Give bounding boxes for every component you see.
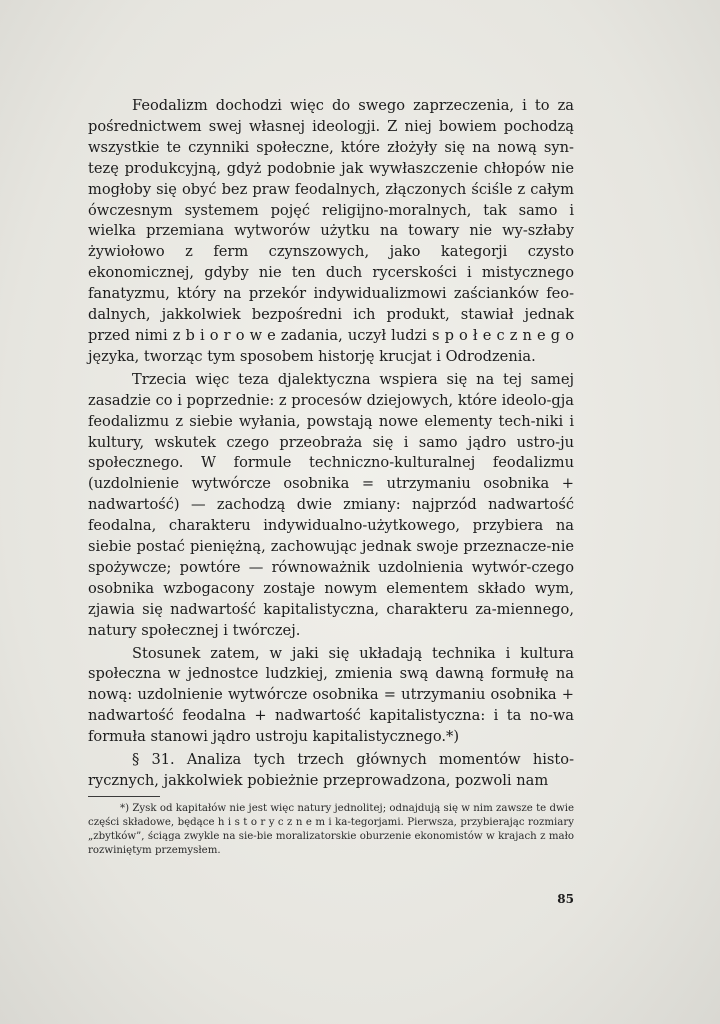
footnote: *) Zysk od kapitałów nie jest więc natury jednolitej; odnajdują się w nim zawsze te dwie części składowe, będące h i s t o r y c z n e m i ka-tegorjami. Pierwsza, przybierając rozmiary „zbytków”, ściąga zwykle na sie-bie moralizatorskie oburzenie ekonomistów w krajach z mało rozwiniętym przemysłem. bbox=[88, 803, 574, 856]
page-number: 85 bbox=[557, 892, 574, 906]
paragraph-new-formula: Stosunek zatem, w jaki się układają technika i kultura społeczna w jednostce ludzkiej, zmienia swą dawną formułę na nową: uzdolnienie wytwórcze osobnika = utrzymaniu osobnika + nadwartość feodalna + nadwartość kapitalistyczna: i ta no-wa formuła stanowi jądro ustroju kapitalistycznego.*) bbox=[88, 644, 574, 746]
paragraph-third-thesis: Trzecia więc teza djalektyczna wspiera się na tej samej zasadzie co i poprzednie: z procesów dziejowych, które ideolo-gja feodalizmu z siebie wyłania, powstają nowe elementy tech-niki i kultury, wskutek czego przeobraża się i samo jądro ustro-ju społecznego. W formule techniczno-kulturalnej feodalizmu (uzdolnienie wytwórcze osobnika = utrzymaniu osobnika + nadwartość) — zachodzą dwie zmiany: najprzód nadwartość feodalna, charakteru indywidualno-użytkowego, przybiera na siebie postać pieniężną, zachowując jednak swoje przeznacze-nie spożywcze; powtóre — równoważnik uzdolnienia wytwór-czego osobnika wzbogacony zostaje nowym elementem składo wym, zjawia się nadwartość kapitalistyczna, charakteru za-miennego, natury społecznej i twórczej. bbox=[88, 370, 574, 639]
paragraph-section-31: § 31. Analiza tych trzech głównych momentów histo-rycznych, jakkolwiek pobieżnie przeprowadzona, pozwoli nam bbox=[88, 751, 574, 789]
main-text bbox=[88, 96, 574, 792]
footnote-divider bbox=[88, 796, 160, 797]
paragraph-feudalism-negation: Feodalizm dochodzi więc do swego zaprzeczenia, i to za pośrednictwem swej własnej ideologji. Z niej bowiem pochodzą wszystkie te czynniki społeczne, które złożyły się na nową syn-tezę produkcyjną, gdyż podobnie jak wywłaszczenie chłopów nie mogłoby się obyć bez praw feodalnych, złączonych ściśle z całym ówczesnym systemem pojęć religijno-moralnych, tak samo i wielka przemiana wytworów użytku na towary nie wy-szłaby żywiołowo z ferm czynszowych, jako kategorji czysto ekonomicznej, gdyby nie ten duch rycerskości i mistycznego fanatyzmu, który na przekór indywidualizmowi zaścianków feo-dalnych, jakkolwiek bezpośredni ich produkt, stawiał jednak przed nimi z b i o r o w e zadania, uczył ludzi s p o ł e c z n e g o języka, tworząc tym sposobem historję krucjat i Odrodzenia. bbox=[88, 97, 574, 365]
